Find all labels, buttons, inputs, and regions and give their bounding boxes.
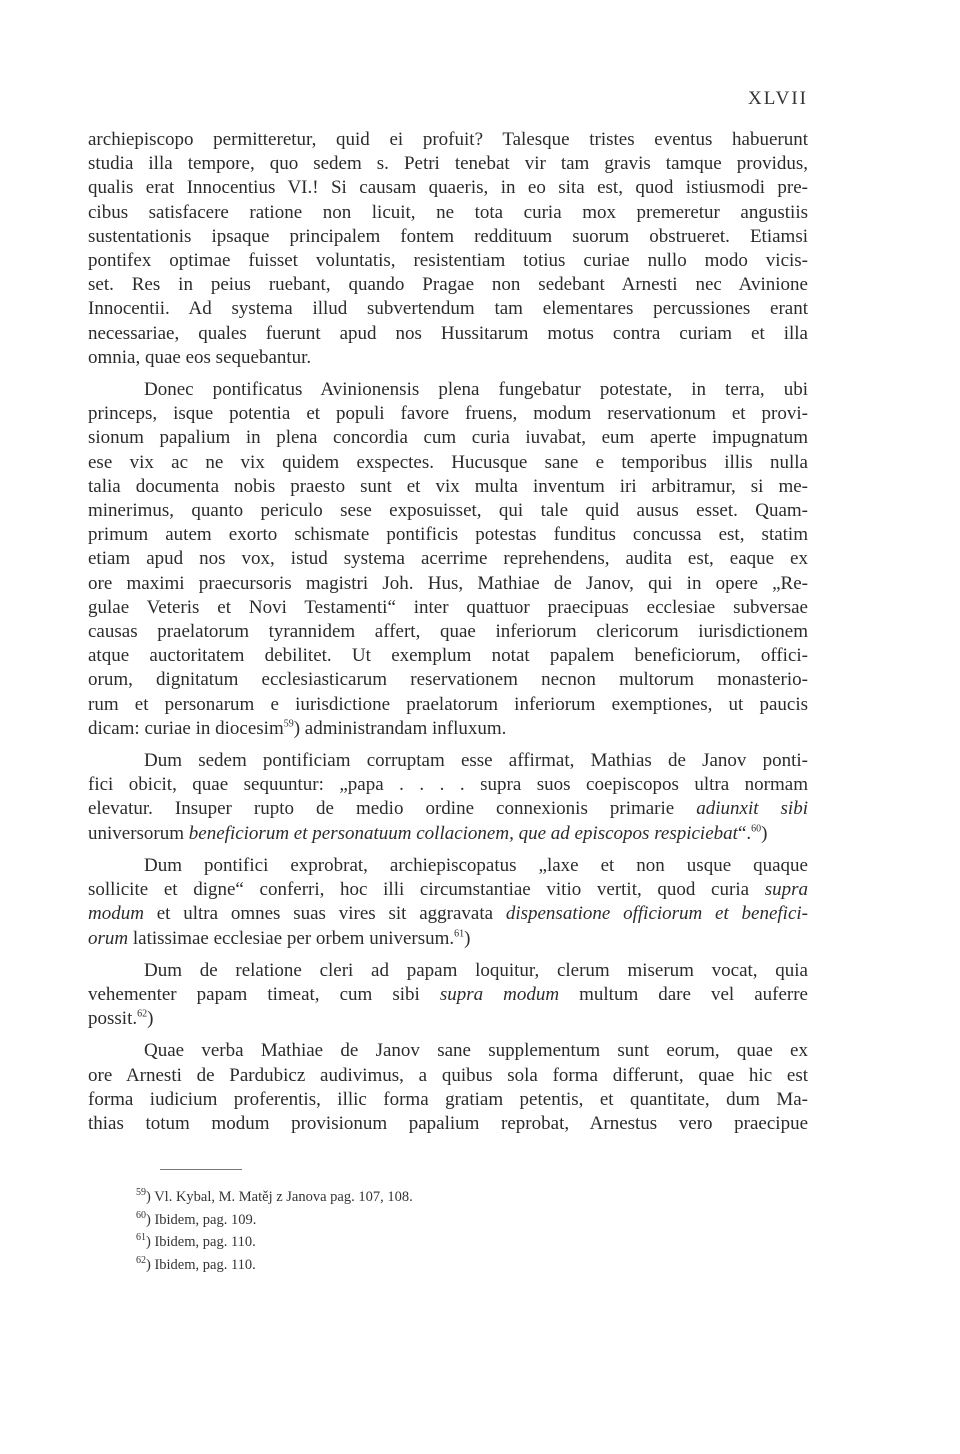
paragraph [88,128,808,370]
text-line: atque auctoritatem debilitet. Ut exemplum notat papalem beneficiorum, offici- [88,645,808,667]
text-run: dicam: curiae in diocesim [88,717,284,739]
text-line: ore maximi praecursoris magistri Joh. Hus, Mathiae de Janov, qui in opere „Re- [88,572,808,594]
paragraph [88,959,808,1032]
text-line: Innocentii. Ad systema illud subvertendum tam elementares percussiones erant [88,298,808,320]
footnote-text: ) Ibidem, pag. 109. [146,1211,257,1228]
text-line: Dum de relatione cleri ad papam loquitur, clerum miserum vocat, quia [144,959,808,981]
text-line: causas praelatorum tyrannidem affert, quae inferiorum clericorum iurisdictionem [88,621,808,643]
text-line [88,797,808,821]
text-line: pontifex optimae fuisset voluntatis, resistentiam totius curiae nullo modo vicis- [88,250,808,272]
text-line: gulae Veteris et Novi Testamenti“ inter quattuor praecipuas ecclesiae subversae [88,596,808,618]
text-line: Quae verba Mathiae de Janov sane supplementum sunt eorum, quae ex [144,1040,808,1062]
text-line: minerimus, quanto periculo sese exposuisset, qui tale quid ausus esset. Quam- [88,500,808,522]
text-run: ) administrandam influxum. [293,717,507,739]
text-run: universorum [88,822,185,844]
text-run: ) [464,927,471,949]
footnote-mark: 61 [136,1232,146,1244]
text-line [88,717,808,741]
footnote-ref: 61 [454,928,465,940]
footnote-ref: 60 [751,823,762,835]
paragraph [88,378,808,741]
page-number: XLVII [748,88,808,109]
footnote-ref: 59 [283,718,294,730]
text-line: omnia, quae eos sequebantur. [88,346,312,368]
italic-run: supra modum [439,983,560,1005]
text-line: thias totum modum provisionum papalium reprobat, Arnestus vero praecipue [88,1112,808,1134]
text-line: sustentationis ipsaque principalem fontem reddituum suorum obstrueret. Etiamsi [88,225,808,247]
paragraph [88,854,808,951]
footnote [136,1186,736,1209]
text-line: primum autem exorto schismate pontificis potestas funditus concussa est, statim [88,524,808,546]
text-run: elevatur. Insuper rupto de medio ordine connexionis primarie [88,798,675,820]
text-run: possit. [88,1008,138,1030]
text-line: ore Arnesti de Pardubicz audivimus, a quibus sola forma differunt, quae hic est [88,1064,808,1086]
text-line: studia illa tempore, quo sedem s. Petri tenebat vir tam gravis tamque providus, [88,153,808,175]
italic-run: supra [764,879,809,901]
text-run: latissimae ecclesiae per orbem universum. [132,927,455,949]
text-line: etiam apud nos vox, istud systema acerrime reprehendens, audita est, eaque ex [88,548,808,570]
footnotes [136,1186,736,1276]
text-line: talia documenta nobis praesto sunt et vix multa inventum iri arbitramur, si me- [88,475,808,497]
text-line: fici obicit, quae sequuntur: „papa . . . . supra suos coepiscopos ultra normam [88,774,808,796]
text-line [88,1007,808,1031]
italic-run: modum [88,903,144,925]
footnote-mark: 60 [136,1209,146,1221]
footnote [136,1209,736,1232]
text-line: qualis erat Innocentius VI.! Si causam quaeris, in eo sita est, quod istiusmodi pre- [88,177,808,199]
text-run: vehementer papam timeat, cum sibi [88,983,420,1005]
text-line: Donec pontificatus Avinionensis plena fungebatur potestate, in terra, ubi [144,379,808,401]
text-run: ) [147,1008,154,1030]
paragraph [88,1039,808,1136]
text-line: archiepiscopo permitteretur, quid ei profuit? Talesque tristes eventus habuerunt [88,129,808,150]
text-line: princeps, isque potentia et populi favore fruens, modum reservationum et provi- [88,403,808,425]
text-run: “. [737,822,752,844]
italic-run: adiunxit sibi [696,798,808,820]
italic-run: beneficiorum et personatuum collacionem, que ad episcopos respiciebat [188,822,738,844]
text-line: orum, dignitatum ecclesiasticarum reservationem necnon multorum monasterio- [88,669,808,691]
text-line: Dum pontifici exprobrat, archiepiscopatus „laxe et non usque quaque [144,854,808,876]
text-line: sionum papalium in plena concordia cum curia iuvabat, eum aperte impugnatum [88,427,808,449]
footnote-text: ) Ibidem, pag. 110. [146,1256,256,1273]
footnote [136,1231,736,1254]
text-line [88,822,808,846]
text-line [88,927,808,951]
text-line: cibus satisfacere ratione non licuit, ne tota curia mox premeretur angustiis [88,201,808,223]
text-line [88,983,808,1007]
italic-run: dispensatione officiorum et benefici- [505,903,809,925]
text-line [88,902,808,926]
footnote-divider [160,1169,242,1170]
text-line [88,878,808,902]
text-line: Dum sedem pontificiam corruptam esse affirmat, Mathias de Janov ponti- [144,750,808,772]
text-line: set. Res in peius ruebant, quando Pragae non sedebant Arnesti nec Avinione [88,274,808,296]
footnote-text: ) Ibidem, pag. 110. [146,1234,256,1250]
footnote-ref: 62 [137,1008,148,1020]
footnote-text: ) Vl. Kybal, M. Matěj z Janova pag. 107, 108. [146,1189,413,1205]
text-run: multum dare vel auferre [579,983,808,1005]
text-run: et ultra omnes suas vires sit aggravata [156,903,494,925]
footnote-mark: 62 [136,1254,146,1266]
footnote [136,1254,736,1277]
text-line: ese vix ac ne vix quidem exspectes. Hucusque sane e temporibus illis nulla [88,451,808,473]
text-line: rum et personarum e iurisdictione praelatorum inferiorum exemptiones, ut paucis [88,693,808,715]
text-run: ) [761,822,768,844]
italic-run: orum [88,927,129,949]
body-text [88,128,808,1136]
text-line: necessariae, quales fuerunt apud nos Hussitarum motus contra curiam et illa [88,322,808,344]
footnote-mark: 59 [136,1187,146,1199]
text-run: sollicite et digne“ conferri, hoc illi circumstantiae vitio vertit, quod curia [88,879,750,901]
paragraph [88,749,808,846]
text-line: forma iudicium proferentis, illic forma gratiam petentis, et quantitate, dum Ma- [88,1088,808,1110]
